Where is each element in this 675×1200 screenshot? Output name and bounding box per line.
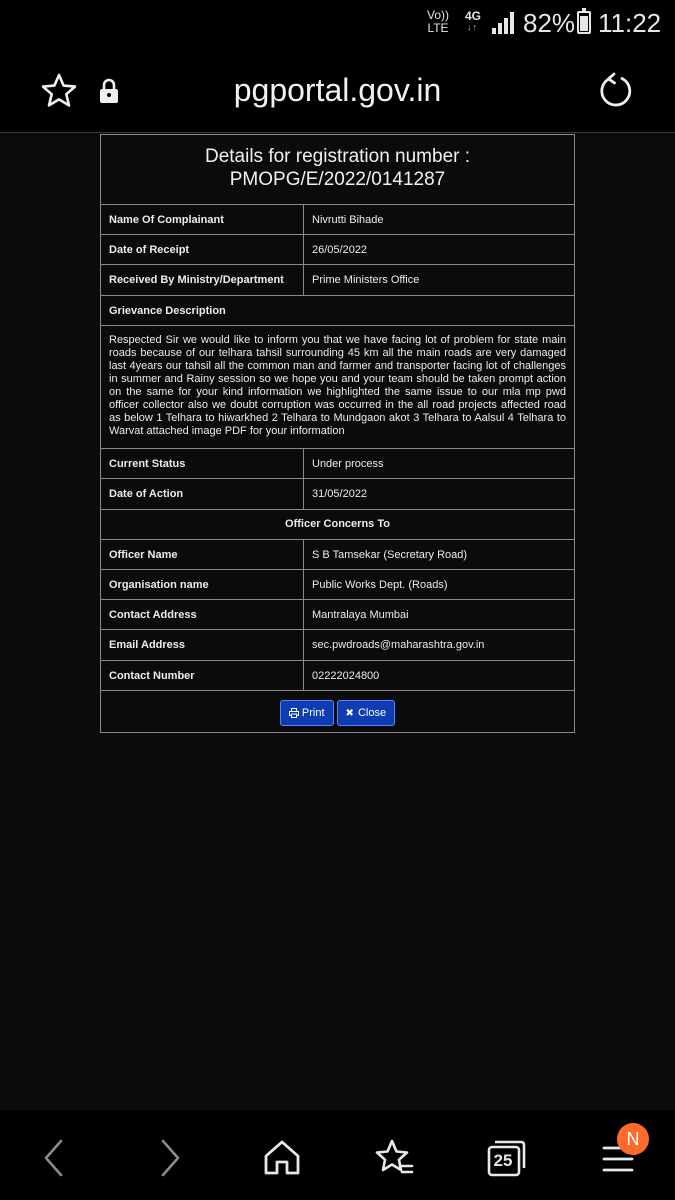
volte-label: Vo)) <box>427 8 450 22</box>
home-icon[interactable] <box>262 1138 302 1178</box>
field-label: Name Of Complainant <box>101 205 304 234</box>
print-label: Print <box>301 707 325 719</box>
page-title <box>101 135 574 205</box>
tabs-icon[interactable] <box>486 1138 526 1178</box>
back-icon[interactable] <box>34 1138 74 1178</box>
field-value: 02222024800 <box>312 669 380 682</box>
grievance-description: Respected Sir we would like to inform you that we have facing lot of problem for state main roads because of our telhara tahsil surrounding 45 km all the main roads are very damaged last 4years our tahsil all the common man and farmer and transporter facing lot of challenges in summer and Rainy session so we hope you and your team should be taken prompt action on the same for your kind information we highlighted the same issue to our mla mp pwd officer collector also we doubt corruption was occurred in the all road projects affected road as below 1 Telhara to hiwarkhed 2 Telhara to Mundgaon akot 3 Telhara to Aalsul 4 Telhara to Warvat attached image PDF for your information <box>101 326 574 449</box>
status-bar <box>0 0 675 46</box>
volte-indicator <box>427 9 449 35</box>
field-label: Current Status <box>101 449 304 478</box>
grievance-heading-row <box>101 296 574 326</box>
field-label: Date of Action <box>101 479 304 509</box>
bookmarks-icon[interactable] <box>374 1138 414 1178</box>
clock: 11:22 <box>598 8 662 38</box>
data-arrows-icon: ↓↑ <box>467 22 478 32</box>
url-field[interactable]: pgportal.gov.in <box>233 72 442 108</box>
table-row <box>101 570 574 600</box>
table-row <box>101 449 574 479</box>
field-label: Organisation name <box>101 570 304 599</box>
lte-label: LTE <box>427 21 449 35</box>
table-row <box>101 540 574 570</box>
field-value: 31/05/2022 <box>312 488 368 500</box>
close-icon: ✖ <box>345 707 354 719</box>
registration-number: PMOPG/E/2022/0141287 <box>229 169 446 190</box>
field-label: Date of Receipt <box>101 235 304 264</box>
address-bar <box>0 46 675 133</box>
signal-icon <box>492 12 516 34</box>
table-row <box>101 235 574 265</box>
title-line-1: Details for registration number : <box>204 146 471 167</box>
field-label: Received By Ministry/Department <box>101 265 304 295</box>
network-type: 4G <box>465 9 482 23</box>
forward-icon[interactable] <box>150 1138 190 1178</box>
field-value: Prime Ministers Office <box>312 274 420 286</box>
battery-icon <box>577 11 591 34</box>
field-label: Officer Name <box>101 540 304 569</box>
grievance-details-card <box>100 134 575 733</box>
table-row <box>101 661 574 691</box>
table-row <box>101 205 574 235</box>
grievance-heading: Grievance Description <box>109 304 226 317</box>
field-value: Under process <box>312 457 384 470</box>
officer-heading: Officer Concerns To <box>101 510 574 540</box>
field-value: Nivrutti Bihade <box>312 213 384 226</box>
table-row <box>101 600 574 630</box>
table-row <box>101 265 574 296</box>
close-label: Close <box>357 707 387 719</box>
field-label: Contact Number <box>101 661 304 690</box>
notification-badge: N <box>617 1123 649 1155</box>
field-value: Public Works Dept. (Roads) <box>312 578 448 591</box>
print-button[interactable] <box>280 700 334 726</box>
field-value: Mantralaya Mumbai <box>312 608 409 621</box>
tabs-count: 25 <box>493 1151 513 1170</box>
reload-icon[interactable] <box>596 71 636 111</box>
browser-bottom-nav <box>0 1110 675 1200</box>
table-row <box>101 630 574 661</box>
field-value: S B Tamsekar (Secretary Road) <box>312 548 468 561</box>
print-icon <box>289 708 299 718</box>
action-buttons <box>101 691 574 735</box>
close-button[interactable] <box>337 700 396 726</box>
battery-percent: 82% <box>523 8 576 38</box>
field-value: 26/05/2022 <box>312 243 368 256</box>
table-row <box>101 479 574 510</box>
field-label: Email Address <box>101 630 304 660</box>
field-value: sec.pwdroads@maharashtra.gov.in <box>312 639 485 651</box>
field-label: Contact Address <box>101 600 304 629</box>
